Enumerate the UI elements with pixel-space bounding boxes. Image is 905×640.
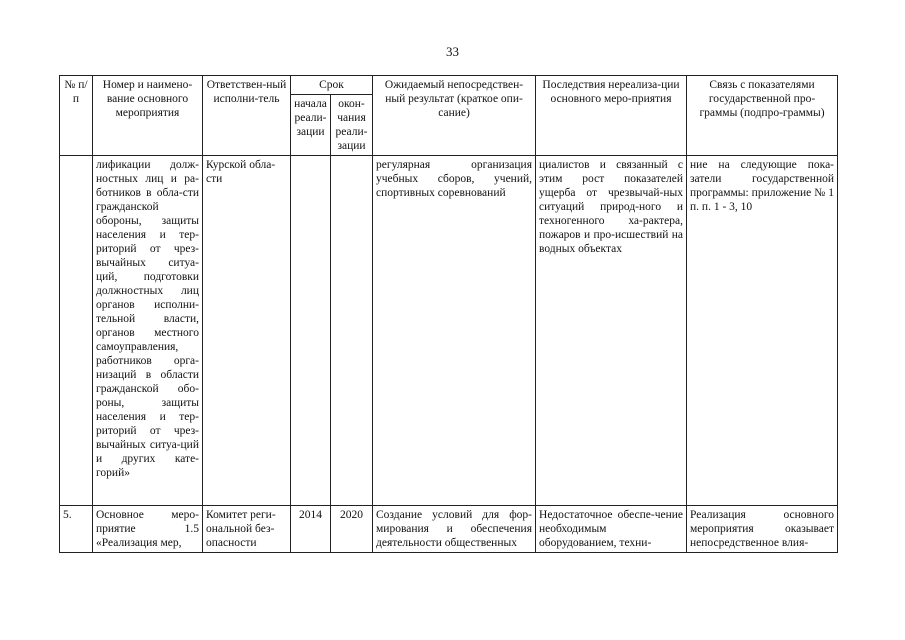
header-term-start: начала реали-зации (291, 95, 331, 156)
header-term-end: окон-чания реали-зации (331, 95, 373, 156)
page-number: 33 (446, 44, 459, 59)
cell-link: ние на следующие пока-затели государственной программы: приложение № 1 п. п. 1 - 3, 10 (687, 156, 838, 506)
cell-end (331, 156, 373, 506)
cell-link: Реализация основного мероприятия оказывает непосредственное влия- (687, 506, 838, 553)
cell-consequences: циалистов и связанный с этим рост показателей ущерба от чрезвычай-ных ситуаций природ-ного и техногенного ха-рактера, пожаров и про-исшествий на водных объектах (536, 156, 687, 506)
table-row (60, 506, 838, 553)
header-term: Срок (291, 76, 373, 95)
table-row (60, 156, 838, 506)
cell-name: Основное меро-приятие 1.5 «Реализация мер, (93, 506, 203, 553)
header-num: № п/п (60, 76, 93, 156)
cell-start (291, 156, 331, 506)
cell-consequences: Недостаточное обеспе-чение необходимым оборудованием, техни- (536, 506, 687, 553)
header-link: Связь с показателями государственной про-граммы (подпро-граммы) (687, 76, 838, 156)
header-name: Номер и наимено-вание основного мероприятия (93, 76, 203, 156)
cell-result: Создание условий для фор-мирования и обеспечения деятельности общественных (373, 506, 536, 553)
cell-num (60, 156, 93, 506)
cell-responsible: Курской обла-сти (203, 156, 291, 506)
cell-end: 2020 (331, 506, 373, 553)
header-responsible: Ответствен-ный исполни-тель (203, 76, 291, 156)
measures-table (59, 75, 838, 553)
cell-result: регулярная организация учебных сборов, учений, спортивных соревнований (373, 156, 536, 506)
header-consequences: Последствия нереализа-ции основного меро-приятия (536, 76, 687, 156)
cell-name: лификации долж-ностных лиц и ра-ботников в обла-сти гражданской обороны, защиты населения и тер-риторий от чрез-вычайных ситуа-ций, подготовки должностных лиц органов исполни-тельной власти, органов местного самоуправления, работников орга-низаций в области гражданской обо-роны, защиты населения и тер-риторий от чрез-вычайных ситуа-ций и других кате-горий» (93, 156, 203, 506)
cell-start: 2014 (291, 506, 331, 553)
header-row (60, 76, 838, 95)
cell-responsible: Комитет реги-ональной без-опасности (203, 506, 291, 553)
cell-num: 5. (60, 506, 93, 553)
header-result: Ожидаемый непосредствен-ный результат (краткое опи-сание) (373, 76, 536, 156)
